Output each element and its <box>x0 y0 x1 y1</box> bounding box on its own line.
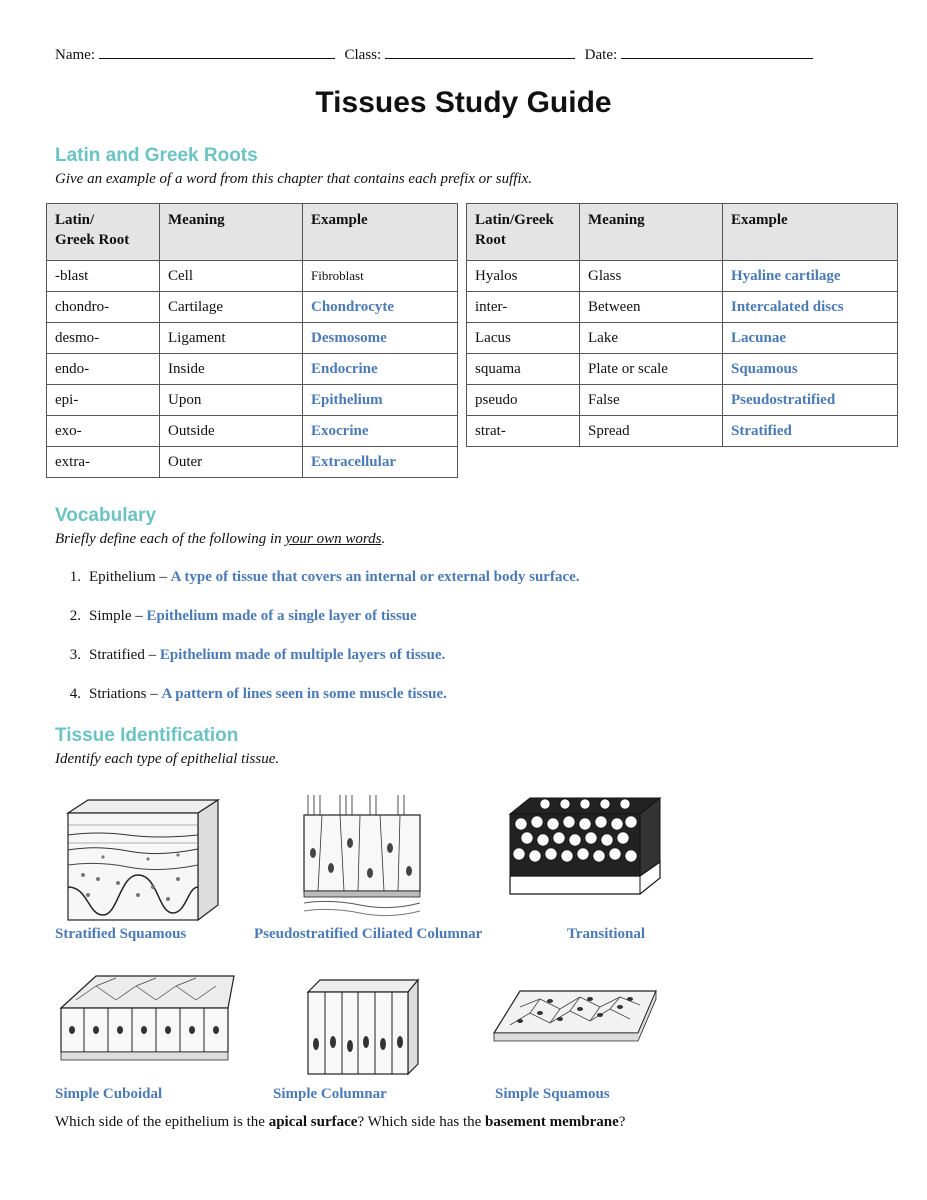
example-cell: Intercalated discs <box>723 292 898 323</box>
table-row <box>47 323 458 354</box>
meaning-cell: Spread <box>580 416 723 447</box>
root-cell: squama <box>467 354 580 385</box>
caption-simple-columnar: Simple Columnar <box>273 1086 387 1102</box>
vocab-term: Epithelium – <box>89 569 171 585</box>
list-item <box>55 647 895 686</box>
caption-transitional: Transitional <box>567 926 646 942</box>
simple-squamous-illustration <box>490 985 660 1065</box>
class-label: Class: <box>344 47 382 63</box>
caption-stratified-squamous: Stratified Squamous <box>55 926 187 942</box>
stratified-squamous-illustration <box>58 795 228 925</box>
header-meaning: Meaning <box>160 204 303 261</box>
roots-heading: Latin and Greek Roots <box>55 145 258 166</box>
vocab-definition: A type of tissue that covers an internal or external body surface. <box>170 569 580 585</box>
root-cell: endo- <box>47 354 160 385</box>
vocab-definition: Epithelium made of multiple layers of tissue. <box>159 647 446 663</box>
question-bold-apical: apical surface <box>268 1114 358 1130</box>
date-label: Date: <box>584 47 618 63</box>
meaning-cell: Lake <box>580 323 723 354</box>
example-cell: Chondrocyte <box>303 292 458 323</box>
roots-instructions: Give an example of a word from this chapter that contains each prefix or suffix. <box>55 171 533 187</box>
root-cell: desmo- <box>47 323 160 354</box>
meaning-cell: Plate or scale <box>580 354 723 385</box>
item-number: 1. <box>69 569 81 585</box>
example-cell: Desmosome <box>303 323 458 354</box>
page-title: Tissues Study Guide <box>315 86 612 119</box>
meaning-cell: Outer <box>160 447 303 478</box>
tissue-heading: Tissue Identification <box>55 725 239 746</box>
simple-cuboidal-illustration <box>56 970 236 1080</box>
item-number: 4. <box>69 686 81 702</box>
apical-basement-question <box>55 1114 625 1131</box>
list-item <box>55 569 895 608</box>
meaning-cell: Inside <box>160 354 303 385</box>
student-info-line <box>55 44 813 64</box>
name-blank[interactable] <box>99 44 335 59</box>
root-cell: pseudo <box>467 385 580 416</box>
table-row <box>47 292 458 323</box>
vocab-definition: Epithelium made of a single layer of tissue <box>146 608 417 624</box>
vocab-term: Striations – <box>89 686 162 702</box>
table-row <box>467 354 898 385</box>
header-example: Example <box>723 204 898 261</box>
vocab-definition: A pattern of lines seen in some muscle tissue. <box>161 686 447 702</box>
caption-pseudostratified: Pseudostratified Ciliated Columnar <box>254 926 483 942</box>
table-row <box>47 416 458 447</box>
root-cell: strat- <box>467 416 580 447</box>
table-row <box>467 416 898 447</box>
meaning-cell: Cell <box>160 261 303 292</box>
vocab-term: Simple – <box>89 608 147 624</box>
pseudostratified-illustration <box>300 793 425 923</box>
vocab-heading: Vocabulary <box>55 505 157 526</box>
question-part1: Which side of the epithelium is the <box>55 1114 269 1130</box>
left-roots-table <box>46 203 458 478</box>
caption-simple-cuboidal: Simple Cuboidal <box>55 1086 163 1102</box>
right-roots-table <box>466 203 898 447</box>
vocab-term: Stratified – <box>89 647 160 663</box>
root-cell: Hyalos <box>467 261 580 292</box>
item-number: 2. <box>69 608 81 624</box>
example-cell: Pseudostratified <box>723 385 898 416</box>
root-cell: extra- <box>47 447 160 478</box>
meaning-cell: Upon <box>160 385 303 416</box>
question-part3: ? <box>618 1114 626 1130</box>
table-header-row <box>47 204 458 261</box>
list-item <box>55 608 895 647</box>
tissue-instructions: Identify each type of epithelial tissue. <box>55 751 280 767</box>
vocab-instructions-post: . <box>381 531 386 547</box>
item-number: 3. <box>69 647 81 663</box>
question-bold-basement: basement membrane <box>485 1114 619 1130</box>
root-cell: exo- <box>47 416 160 447</box>
root-cell: chondro- <box>47 292 160 323</box>
example-cell: Lacunae <box>723 323 898 354</box>
table-row <box>467 292 898 323</box>
example-cell: Squamous <box>723 354 898 385</box>
root-cell: -blast <box>47 261 160 292</box>
caption-simple-squamous: Simple Squamous <box>495 1086 610 1102</box>
root-cell: Lacus <box>467 323 580 354</box>
list-item <box>55 686 895 725</box>
table-row <box>467 323 898 354</box>
vocab-list <box>55 569 895 725</box>
table-row <box>47 261 458 292</box>
table-row <box>47 354 458 385</box>
question-part2: ? Which side has the <box>357 1114 486 1130</box>
example-cell: Stratified <box>723 416 898 447</box>
vocab-instructions-underlined: your own words <box>285 531 382 547</box>
example-cell: Exocrine <box>303 416 458 447</box>
date-blank[interactable] <box>621 44 813 59</box>
header-example: Example <box>303 204 458 261</box>
header-root: Latin/ Greek Root <box>47 204 160 261</box>
meaning-cell: Cartilage <box>160 292 303 323</box>
name-label: Name: <box>55 47 95 63</box>
class-blank[interactable] <box>385 44 575 59</box>
meaning-cell: Ligament <box>160 323 303 354</box>
meaning-cell: False <box>580 385 723 416</box>
table-row <box>467 261 898 292</box>
vocab-instructions-pre: Briefly define each of the following in <box>55 531 286 547</box>
table-row <box>47 385 458 416</box>
header-meaning: Meaning <box>580 204 723 261</box>
simple-columnar-illustration <box>300 974 425 1084</box>
root-cell: epi- <box>47 385 160 416</box>
root-cell: inter- <box>467 292 580 323</box>
vocab-instructions <box>55 531 385 548</box>
table-header-row <box>467 204 898 261</box>
example-cell: Epithelium <box>303 385 458 416</box>
table-row <box>467 385 898 416</box>
example-cell: Endocrine <box>303 354 458 385</box>
example-cell: Extracellular <box>303 447 458 478</box>
transitional-illustration <box>505 792 665 902</box>
example-cell: Hyaline cartilage <box>723 261 898 292</box>
header-root: Latin/Greek Root <box>467 204 580 261</box>
example-cell: Fibroblast <box>303 261 458 292</box>
meaning-cell: Outside <box>160 416 303 447</box>
table-row <box>47 447 458 478</box>
meaning-cell: Between <box>580 292 723 323</box>
meaning-cell: Glass <box>580 261 723 292</box>
